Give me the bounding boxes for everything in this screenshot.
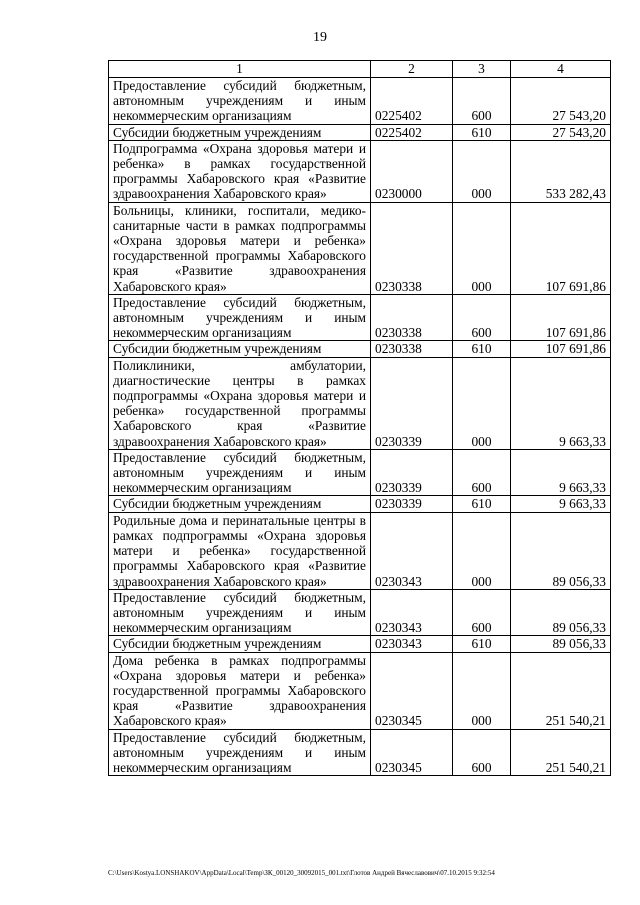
row-code-cell: 0230339 xyxy=(371,357,453,449)
row-amount-cell: 27 543,20 xyxy=(511,124,611,140)
header-col-4: 4 xyxy=(511,61,611,78)
table-row xyxy=(109,140,611,202)
table-row xyxy=(109,729,611,776)
row-group-cell: 600 xyxy=(453,729,511,776)
row-name-cell: Родильные дома и перинатальные центры в рамках подпрограммы «Охрана здоровья матери и ребенка» государственной программы Хабаровского края «Развитие здравоохранения Хабаровского края» xyxy=(109,512,371,589)
row-group-cell: 000 xyxy=(453,140,511,202)
row-name-cell: Предоставление субсидий бюджетным, автономным учреждениям и иным некоммерческим организациям xyxy=(109,729,371,776)
row-code-cell: 0225402 xyxy=(371,78,453,125)
table-row xyxy=(109,589,611,636)
row-amount-cell: 251 540,21 xyxy=(511,652,611,729)
row-name-cell: Предоставление субсидий бюджетным, автономным учреждениям и иным некоммерческим организациям xyxy=(109,449,371,496)
row-amount-cell: 27 543,20 xyxy=(511,78,611,125)
row-group-cell: 000 xyxy=(453,512,511,589)
row-code-cell: 0225402 xyxy=(371,124,453,140)
row-code-cell: 0230339 xyxy=(371,496,453,512)
row-code-cell: 0230343 xyxy=(371,636,453,652)
row-group-cell: 000 xyxy=(453,357,511,449)
row-name-cell: Поликлиники, амбулатории, диагностические центры в рамках подпрограммы «Охрана здоровья матери и ребенка» государственной программы Хабаровского края «Развитие здравоохранения Хабаровского края» xyxy=(109,357,371,449)
row-amount-cell: 533 282,43 xyxy=(511,140,611,202)
row-group-cell: 000 xyxy=(453,202,511,294)
row-name-cell: Подпрограмма «Охрана здоровья матери и ребенка» в рамках государственной программы Хабаровского края «Развитие здравоохранения Хабаровского края» xyxy=(109,140,371,202)
row-group-cell: 600 xyxy=(453,589,511,636)
row-amount-cell: 89 056,33 xyxy=(511,512,611,589)
row-group-cell: 610 xyxy=(453,496,511,512)
table-row xyxy=(109,496,611,512)
row-code-cell: 0230000 xyxy=(371,140,453,202)
row-group-cell: 610 xyxy=(453,341,511,357)
row-amount-cell: 9 663,33 xyxy=(511,357,611,449)
row-amount-cell: 107 691,86 xyxy=(511,294,611,341)
table-row xyxy=(109,202,611,294)
row-group-cell: 600 xyxy=(453,449,511,496)
table-row xyxy=(109,78,611,125)
row-amount-cell: 251 540,21 xyxy=(511,729,611,776)
row-code-cell: 0230343 xyxy=(371,512,453,589)
row-amount-cell: 9 663,33 xyxy=(511,449,611,496)
table-row xyxy=(109,357,611,449)
row-amount-cell: 107 691,86 xyxy=(511,202,611,294)
table-row xyxy=(109,294,611,341)
header-col-3: 3 xyxy=(453,61,511,78)
row-name-cell: Субсидии бюджетным учреждениям xyxy=(109,341,371,357)
table-row xyxy=(109,652,611,729)
header-col-2: 2 xyxy=(371,61,453,78)
row-name-cell: Предоставление субсидий бюджетным, автономным учреждениям и иным некоммерческим организациям xyxy=(109,589,371,636)
row-name-cell: Предоставление субсидий бюджетным, автономным учреждениям и иным некоммерческим организациям xyxy=(109,78,371,125)
row-amount-cell: 9 663,33 xyxy=(511,496,611,512)
row-name-cell: Больницы, клиники, госпитали, медико-санитарные части в рамках подпрограммы «Охрана здоровья матери и ребенка» государственной программы Хабаровского края «Развитие здравоохранения Хабаровского края» xyxy=(109,202,371,294)
row-code-cell: 0230345 xyxy=(371,729,453,776)
row-name-cell: Субсидии бюджетным учреждениям xyxy=(109,496,371,512)
row-group-cell: 600 xyxy=(453,78,511,125)
row-group-cell: 610 xyxy=(453,636,511,652)
page-number: 19 xyxy=(313,30,327,45)
row-code-cell: 0230338 xyxy=(371,202,453,294)
row-amount-cell: 89 056,33 xyxy=(511,636,611,652)
file-path-footer: C:\Users\Kostya.LONSHAKOV\AppData\Local\Temp\ЗК_00120_30092015_001.txt\Глотов Андрей Вячеславович\07.10.2015 9:32:54 xyxy=(108,869,495,877)
row-code-cell: 0230343 xyxy=(371,589,453,636)
row-amount-cell: 89 056,33 xyxy=(511,589,611,636)
table-row xyxy=(109,512,611,589)
table-header-row xyxy=(109,61,611,78)
row-amount-cell: 107 691,86 xyxy=(511,341,611,357)
table-row xyxy=(109,341,611,357)
row-group-cell: 610 xyxy=(453,124,511,140)
row-name-cell: Предоставление субсидий бюджетным, автономным учреждениям и иным некоммерческим организациям xyxy=(109,294,371,341)
row-code-cell: 0230338 xyxy=(371,341,453,357)
row-name-cell: Субсидии бюджетным учреждениям xyxy=(109,636,371,652)
table-row xyxy=(109,124,611,140)
row-group-cell: 600 xyxy=(453,294,511,341)
row-group-cell: 000 xyxy=(453,652,511,729)
table-row xyxy=(109,636,611,652)
row-code-cell: 0230339 xyxy=(371,449,453,496)
row-name-cell: Субсидии бюджетным учреждениям xyxy=(109,124,371,140)
row-code-cell: 0230345 xyxy=(371,652,453,729)
row-code-cell: 0230338 xyxy=(371,294,453,341)
table-row xyxy=(109,449,611,496)
header-col-1: 1 xyxy=(109,61,371,78)
budget-table xyxy=(108,60,611,776)
row-name-cell: Дома ребенка в рамках подпрограммы «Охрана здоровья матери и ребенка» государственной программы Хабаровского края «Развитие здравоохранения Хабаровского края» xyxy=(109,652,371,729)
